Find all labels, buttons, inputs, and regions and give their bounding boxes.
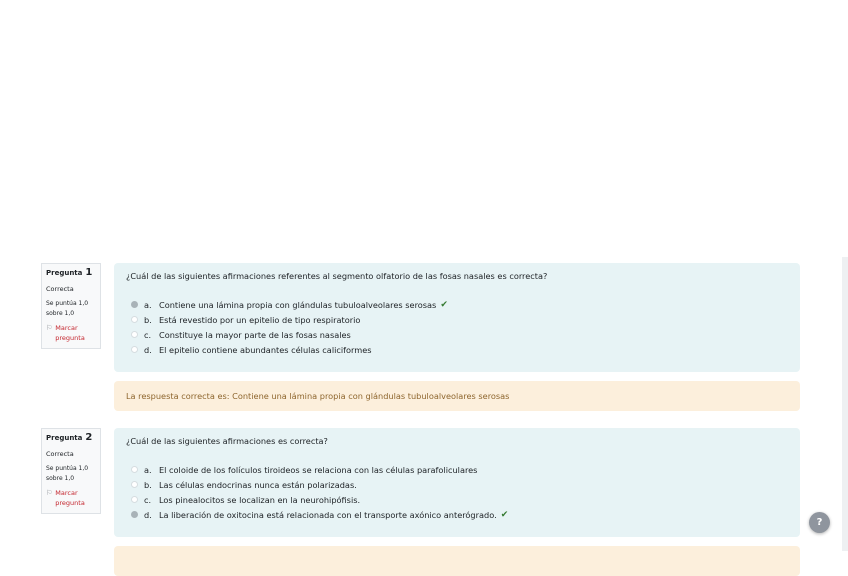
answer-option-1d[interactable]: d. El epitelio contiene abundantes células caliciformes	[126, 342, 788, 357]
flag-question-button-1[interactable]	[46, 323, 100, 343]
help-button[interactable]	[809, 512, 830, 533]
answer-radio[interactable]	[131, 346, 138, 353]
question-state-2: Correcta	[46, 450, 74, 458]
answer-option-2b[interactable]: b. Las células endocrinas nunca están polarizadas.	[126, 477, 788, 492]
question-formulation-1	[114, 263, 800, 372]
answer-option-1c[interactable]: c. Constituye la mayor parte de las fosas nasales	[126, 327, 788, 342]
answer-text: Constituye la mayor parte de las fosas nasales	[159, 329, 351, 340]
answer-text: Contiene una lámina propia con glándulas tubuloalveolares serosas	[159, 299, 437, 310]
correct-check-icon: ✔	[500, 509, 509, 520]
answer-text: Los pinealocitos se localizan en la neurohipófisis.	[159, 494, 361, 505]
answer-option-2c[interactable]: c. Los pinealocitos se localizan en la neurohipófisis.	[126, 492, 788, 507]
answer-option-2a[interactable]: a. El coloide de los folículos tiroideos se relaciona con las células parafoliculares	[126, 462, 788, 477]
answer-option-1b[interactable]: b. Está revestido por un epitelio de tipo respiratorio	[126, 312, 788, 327]
question-state-1: Correcta	[46, 285, 74, 293]
question-text-1: ¿Cuál de las siguientes afirmaciones referentes al segmento olfatorio de las fosas nasales es correcta?	[126, 271, 548, 281]
question-icon: ?	[816, 517, 823, 528]
question-info-1	[41, 263, 101, 349]
question-number-2: Pregunta 2	[46, 432, 93, 443]
flag-icon: ⚐	[46, 489, 53, 497]
answer-radio[interactable]	[131, 331, 138, 338]
question-info-2	[41, 428, 101, 514]
flag-icon: ⚐	[46, 324, 53, 332]
answer-text: Las células endocrinas nunca están polarizadas.	[159, 479, 357, 490]
answer-radio[interactable]	[131, 481, 138, 488]
answer-option-1a[interactable]: a. Contiene una lámina propia con glándulas tubuloalveolares serosas ✔	[126, 297, 788, 312]
question-text-2: ¿Cuál de las siguientes afirmaciones es correcta?	[126, 436, 328, 446]
scrollbar-track[interactable]	[842, 257, 848, 551]
flag-question-button-2[interactable]	[46, 488, 100, 508]
right-answer-feedback-1	[114, 381, 800, 411]
answer-text: La liberación de oxitocina está relacionada con el transporte axónico anterógrado.	[159, 509, 497, 520]
flag-label: Marcar pregunta	[55, 324, 85, 342]
answer-radio[interactable]	[131, 466, 138, 473]
answer-radio[interactable]	[131, 511, 138, 518]
question-grade-1: Se puntúa 1,0 sobre 1,0	[46, 300, 89, 317]
flag-label: Marcar pregunta	[55, 489, 85, 507]
answer-radio[interactable]	[131, 301, 138, 308]
question-formulation-2	[114, 428, 800, 537]
feedback-text: La respuesta correcta es: Contiene una lámina propia con glándulas tubuloalveolares serosas	[126, 391, 510, 401]
question-grade-2: Se puntúa 1,0 sobre 1,0	[46, 465, 89, 482]
answer-radio[interactable]	[131, 496, 138, 503]
answer-radio[interactable]	[131, 316, 138, 323]
answer-option-2d[interactable]: d. La liberación de oxitocina está relacionada con el transporte axónico anterógrado. ✔	[126, 507, 788, 522]
answer-text: Está revestido por un epitelio de tipo respiratorio	[159, 314, 361, 325]
correct-check-icon: ✔	[440, 299, 448, 310]
answer-list-2	[126, 462, 788, 522]
question-number-1: Pregunta 1	[46, 267, 93, 278]
answer-text: El coloide de los folículos tiroideos se relaciona con las células parafoliculares	[159, 464, 478, 475]
answer-list-1	[126, 297, 788, 357]
answer-text: El epitelio contiene abundantes células caliciformes	[159, 344, 372, 355]
